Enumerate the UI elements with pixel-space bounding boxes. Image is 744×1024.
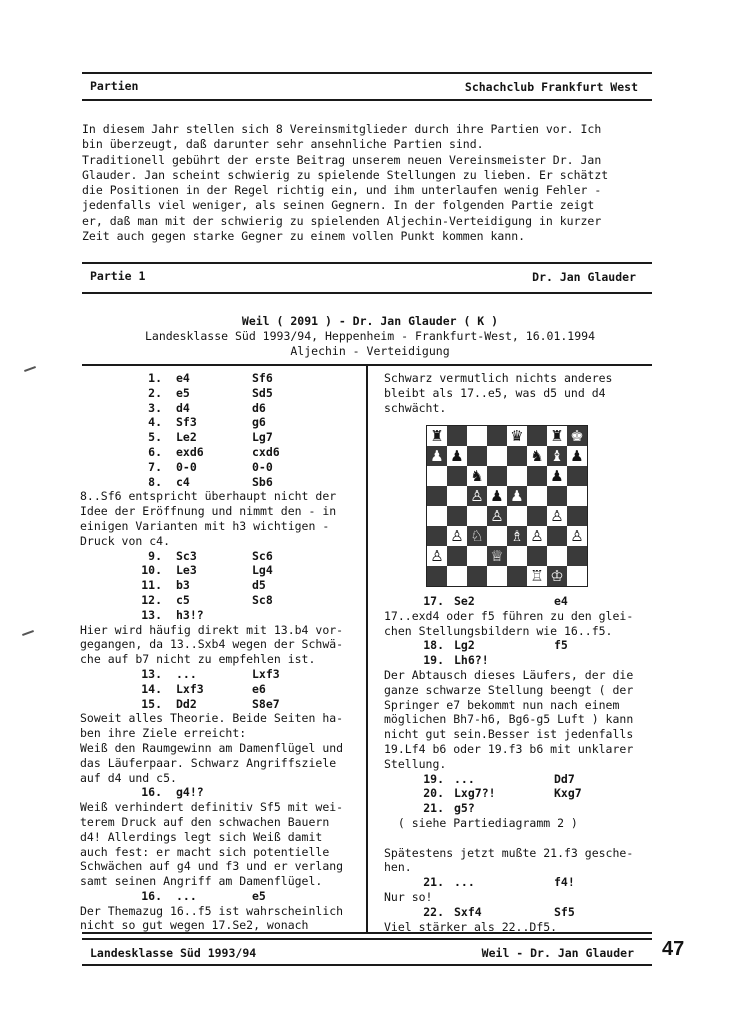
margin-mark: [22, 630, 34, 636]
white-move: 0-0: [176, 459, 197, 474]
comment-line: auf d4 und c5.: [80, 770, 177, 785]
move-number: 7.: [148, 459, 162, 474]
board-square: [527, 426, 547, 446]
board-piece: ♟: [447, 446, 467, 466]
header-left: Partien: [90, 79, 139, 93]
board-piece: ♞: [467, 466, 487, 486]
comment-line: Druck von c4.: [80, 533, 171, 548]
board-square: [507, 446, 527, 466]
left-column: [80, 371, 362, 933]
column-divider: [366, 364, 368, 932]
board-square: [427, 486, 447, 506]
comment-line: auch fest: er macht sich potentielle: [80, 844, 330, 859]
move-number: 22.: [423, 904, 444, 919]
move-row: [80, 415, 362, 430]
move-number: 12.: [141, 592, 162, 607]
white-move: Lh6?!: [454, 653, 489, 668]
game-rule-bottom: [82, 292, 652, 294]
board-square: [567, 466, 587, 486]
move-row: [80, 578, 362, 593]
comment-line: nicht so gut wegen 17.Se2, wonach: [80, 918, 309, 933]
move-row: [384, 875, 650, 890]
move-row: [80, 667, 362, 682]
board-square: [507, 546, 527, 566]
move-number: 3.: [148, 400, 162, 415]
board-piece: ♚: [567, 426, 587, 446]
white-move: Lxf3: [176, 681, 204, 696]
board-square: [447, 546, 467, 566]
board-square: [467, 446, 487, 466]
move-number: 16.: [141, 785, 162, 800]
move-row: [80, 445, 362, 460]
board-square: [467, 506, 487, 526]
comment-line: das Läuferpaar. Schwarz Angriffsziele: [80, 755, 337, 770]
white-move: Lxg7?!: [454, 786, 496, 801]
move-number: 18.: [423, 638, 444, 653]
board-piece: ♙: [447, 526, 467, 546]
board-piece: ♖: [527, 566, 547, 586]
white-move: e4: [176, 371, 190, 385]
move-number: 21.: [423, 801, 444, 816]
move-number: 13.: [141, 666, 162, 681]
move-row: [80, 889, 362, 904]
comment-line: Idee der Eröffnung und nimmt den - in: [80, 504, 337, 519]
board-square: [547, 486, 567, 506]
board-square: [567, 566, 587, 586]
move-number: 10.: [141, 563, 162, 578]
move-row: [80, 475, 362, 490]
move-row: [80, 386, 362, 401]
comment-line: gegangen, da 13..Sxb4 wegen der Schwä-: [80, 637, 344, 652]
page-number: 47: [662, 938, 685, 960]
board-piece: ♜: [547, 426, 567, 446]
move-number: 4.: [148, 415, 162, 430]
board-square: [447, 506, 467, 526]
header-rule-bottom: [82, 99, 652, 101]
board-square: [567, 546, 587, 566]
white-move: e5: [176, 385, 190, 400]
move-row: [80, 401, 362, 416]
board-square: [527, 546, 547, 566]
black-move: S8e7: [252, 696, 280, 711]
move-number: 6.: [148, 444, 162, 459]
white-move: Sxf4: [454, 904, 482, 919]
black-move: Kxg7: [554, 786, 582, 801]
move-number: 19.: [423, 653, 444, 668]
board-piece: ♛: [507, 426, 527, 446]
white-move: c5: [176, 592, 190, 607]
white-move: Lg2: [454, 638, 475, 653]
board-piece: ♟: [507, 486, 527, 506]
board-piece: ♞: [527, 446, 547, 466]
board-piece: ♔: [547, 566, 567, 586]
board-piece: ♟: [487, 486, 507, 506]
move-row: [384, 905, 650, 920]
board-piece: ♙: [467, 486, 487, 506]
intro-paragraph: In diesem Jahr stellen sich 8 Vereinsmitglieder durch ihre Partien vor. Ich bin überzeugt, daß darunter sehr ansehnliche Partien sind. Traditionell gebührt der erste Beitrag unserem neuen Vereinsmeister Dr. Jan Glauder. Jan scheint schwierig zu spielende Stellungen zu lieben. Er schätzt die Positionen in der Regel richtig ein, und ihm unterlaufen wenig Fehler - jedenfalls viel weniger, als seinen Gegnern. In der folgenden Partie zeigt er, daß man mit der schwierig zu spielenden Aljechin-Verteidigung in kurzer Zeit auch gegen starke Gegner zu einem vollen Punkt kommen kann.: [82, 122, 609, 244]
black-move: 0-0: [252, 459, 273, 474]
black-move: Lg7: [252, 430, 273, 445]
move-row: [80, 549, 362, 564]
white-move: Sc3: [176, 548, 197, 563]
board-square: [427, 566, 447, 586]
move-row: [80, 460, 362, 475]
move-number: 16.: [141, 888, 162, 903]
black-move: Sf5: [554, 904, 575, 919]
move-row: [384, 772, 650, 787]
black-move: cxd6: [252, 444, 280, 459]
comment-line: ben ihre Ziele erreicht:: [80, 726, 247, 741]
comment-line: Weiß verhindert definitiv Sf5 mit wei-: [80, 800, 344, 815]
board-square: [527, 466, 547, 486]
comment-line: hen.: [384, 860, 412, 875]
move-number: 5.: [148, 430, 162, 445]
margin-mark: [24, 366, 36, 372]
comment-line: bleibt als 17..e5, was d5 und d4: [384, 385, 606, 400]
comment-line: 17..exd4 oder f5 führen zu den glei-: [384, 608, 634, 623]
game-player: Dr. Jan Glauder: [532, 270, 636, 284]
board-piece: ♟: [567, 446, 587, 466]
footer-right: Weil - Dr. Jan Glauder: [481, 946, 634, 960]
board-piece: ♙: [567, 526, 587, 546]
board-piece: ♟: [547, 466, 567, 486]
black-move: Lg4: [252, 563, 273, 578]
board-square: [487, 466, 507, 486]
move-row: [80, 371, 362, 386]
black-move: Dd7: [554, 771, 575, 786]
board-piece: ♗: [507, 526, 527, 546]
move-number: 9.: [148, 548, 162, 563]
board-square: [547, 546, 567, 566]
move-row: [80, 563, 362, 578]
comment-line: Springer e7 bekommt nun nach einem: [384, 697, 620, 712]
move-row: [80, 682, 362, 697]
board-piece: ♟: [427, 446, 447, 466]
board-square: [447, 466, 467, 486]
board-square: [527, 486, 547, 506]
footer-left: Landesklasse Süd 1993/94: [90, 946, 257, 960]
board-piece: ♜: [427, 426, 447, 446]
move-row: [384, 638, 650, 653]
white-move: c4: [176, 474, 190, 489]
move-row: [384, 594, 650, 609]
comment-line: d4! Allerdings legt sich Weiß damit: [80, 829, 323, 844]
comment-line: Nur so!: [384, 889, 433, 904]
board-square: [567, 506, 587, 526]
move-number: 8.: [148, 474, 162, 489]
board-square: [427, 506, 447, 526]
right-column-intro: [384, 371, 650, 415]
comment-line: nicht gut sein.Besser ist jedenfalls: [384, 727, 634, 742]
white-move: Le3: [176, 563, 197, 578]
white-move: ...: [454, 875, 475, 890]
white-move: ...: [454, 771, 475, 786]
comment-line: Stellung.: [384, 756, 447, 771]
white-move: Sf3: [176, 415, 197, 430]
comment-line: Hier wird häufig direkt mit 13.b4 vor-: [80, 622, 344, 637]
game-rule-top: [82, 262, 652, 264]
move-number: 21.: [423, 875, 444, 890]
black-move: Sc8: [252, 592, 273, 607]
move-number: 17.: [423, 594, 444, 608]
move-number: 11.: [141, 578, 162, 593]
board-square: [467, 566, 487, 586]
comment-line: ( siehe Partiediagramm 2 ): [384, 815, 578, 830]
board-piece: ♙: [547, 506, 567, 526]
white-move: d4: [176, 400, 190, 415]
black-move: e4: [554, 594, 568, 608]
board-square: [507, 506, 527, 526]
comment-line: 8..Sf6 entspricht überhaupt nicht der: [80, 489, 337, 504]
board-piece: ♝: [547, 446, 567, 466]
black-move: Lxf3: [252, 666, 280, 681]
move-number: 15.: [141, 696, 162, 711]
comment-line: Viel stärker als 22..Df5.: [384, 919, 558, 934]
black-move: Sc6: [252, 548, 273, 563]
board-square: [507, 566, 527, 586]
board-square: [467, 426, 487, 446]
move-number: 13.: [141, 607, 162, 622]
white-move: ...: [176, 888, 197, 903]
comment-line: 19.Lf4 b6 oder 19.f3 b6 mit unklarer: [384, 741, 634, 756]
board-piece: ♙: [527, 526, 547, 546]
comment-line: [384, 831, 650, 846]
move-number: 19.: [423, 771, 444, 786]
comment-line: Der Themazug 16..f5 ist wahrscheinlich: [80, 903, 344, 918]
board-square: [427, 466, 447, 486]
board-square: [547, 526, 567, 546]
white-move: b3: [176, 578, 190, 593]
move-row: [384, 801, 650, 816]
black-move: e6: [252, 681, 266, 696]
game-players: Weil ( 2091 ) - Dr. Jan Glauder ( K ): [241, 314, 499, 328]
board-square: [487, 426, 507, 446]
comment-line: Spätestens jetzt mußte 21.f3 gesche-: [384, 845, 634, 860]
comment-line: Schwarz vermutlich nichts anderes: [384, 371, 613, 385]
game-event: Landesklasse Süd 1993/94, Heppenheim - Frankfurt-West, 16.01.1994: [144, 329, 596, 343]
footer-rule-bottom: [82, 964, 652, 966]
comment-line: ganze schwarze Stellung beengt ( der: [384, 682, 634, 697]
comment-line: che auf b7 nicht zu empfehlen ist.: [80, 652, 316, 667]
black-move: f4!: [554, 875, 575, 890]
chess-diagram: [426, 425, 588, 587]
board-square: [447, 566, 467, 586]
board-piece: ♙: [487, 506, 507, 526]
move-row: [384, 653, 650, 668]
board-piece: ♙: [427, 546, 447, 566]
board-square: [487, 446, 507, 466]
move-row: [80, 593, 362, 608]
comment-line: Der Abtausch dieses Läufers, der die: [384, 667, 634, 682]
board-piece: ♘: [467, 526, 487, 546]
black-move: d6: [252, 400, 266, 415]
comment-line: schwächt.: [384, 400, 447, 415]
board-square: [487, 566, 507, 586]
game-opening: Aljechin - Verteidigung: [290, 344, 450, 358]
move-row: [80, 430, 362, 445]
move-row: [80, 697, 362, 712]
black-move: g6: [252, 415, 266, 430]
comment-line: terem Druck auf den schwachen Bauern: [80, 814, 330, 829]
white-move: h3!?: [176, 607, 204, 622]
white-move: Dd2: [176, 696, 197, 711]
game-number: Partie 1: [90, 269, 146, 283]
move-number: 2.: [148, 385, 162, 400]
white-move: exd6: [176, 444, 204, 459]
comment-line: Schwächen auf g4 und f3 und er verlang: [80, 859, 344, 874]
board-square: [487, 526, 507, 546]
white-move: g5?: [454, 801, 475, 816]
black-move: Sd5: [252, 385, 273, 400]
move-number: 1.: [148, 371, 162, 385]
black-move: e5: [252, 888, 266, 903]
white-move: g4!?: [176, 785, 204, 800]
white-move: Le2: [176, 430, 197, 445]
board-square: [567, 486, 587, 506]
comment-line: einigen Varianten mit h3 wichtigen -: [80, 518, 330, 533]
comment-line: chen Stellungsbildern wie 16..f5.: [384, 623, 613, 638]
right-column: [384, 594, 650, 934]
board-square: [447, 486, 467, 506]
board-square: [447, 426, 467, 446]
board-square: [507, 466, 527, 486]
black-move: d5: [252, 578, 266, 593]
comment-line: Weiß den Raumgewinn am Damenflügel und: [80, 740, 344, 755]
white-move: Se2: [454, 594, 475, 608]
comment-line: Soweit alles Theorie. Beide Seiten ha-: [80, 711, 344, 726]
move-row: [384, 786, 650, 801]
move-number: 14.: [141, 681, 162, 696]
header-rule-top: [82, 72, 652, 74]
move-number: 20.: [423, 786, 444, 801]
comment-line: samt seinen Angriff am Damenflügel.: [80, 874, 323, 889]
move-row: [80, 785, 362, 800]
header-right: Schachclub Frankfurt West: [464, 80, 638, 94]
black-move: Sf6: [252, 371, 273, 385]
board-square: [527, 506, 547, 526]
black-move: Sb6: [252, 474, 273, 489]
board-square: [427, 526, 447, 546]
comment-line: möglichen Bh7-h6, Bg6-g5 Luft ) kann: [384, 712, 634, 727]
footer-rule: [82, 938, 652, 940]
move-row: [80, 608, 362, 623]
board-piece: ♕: [487, 546, 507, 566]
board-square: [467, 546, 487, 566]
black-move: f5: [554, 638, 568, 653]
white-move: ...: [176, 666, 197, 681]
